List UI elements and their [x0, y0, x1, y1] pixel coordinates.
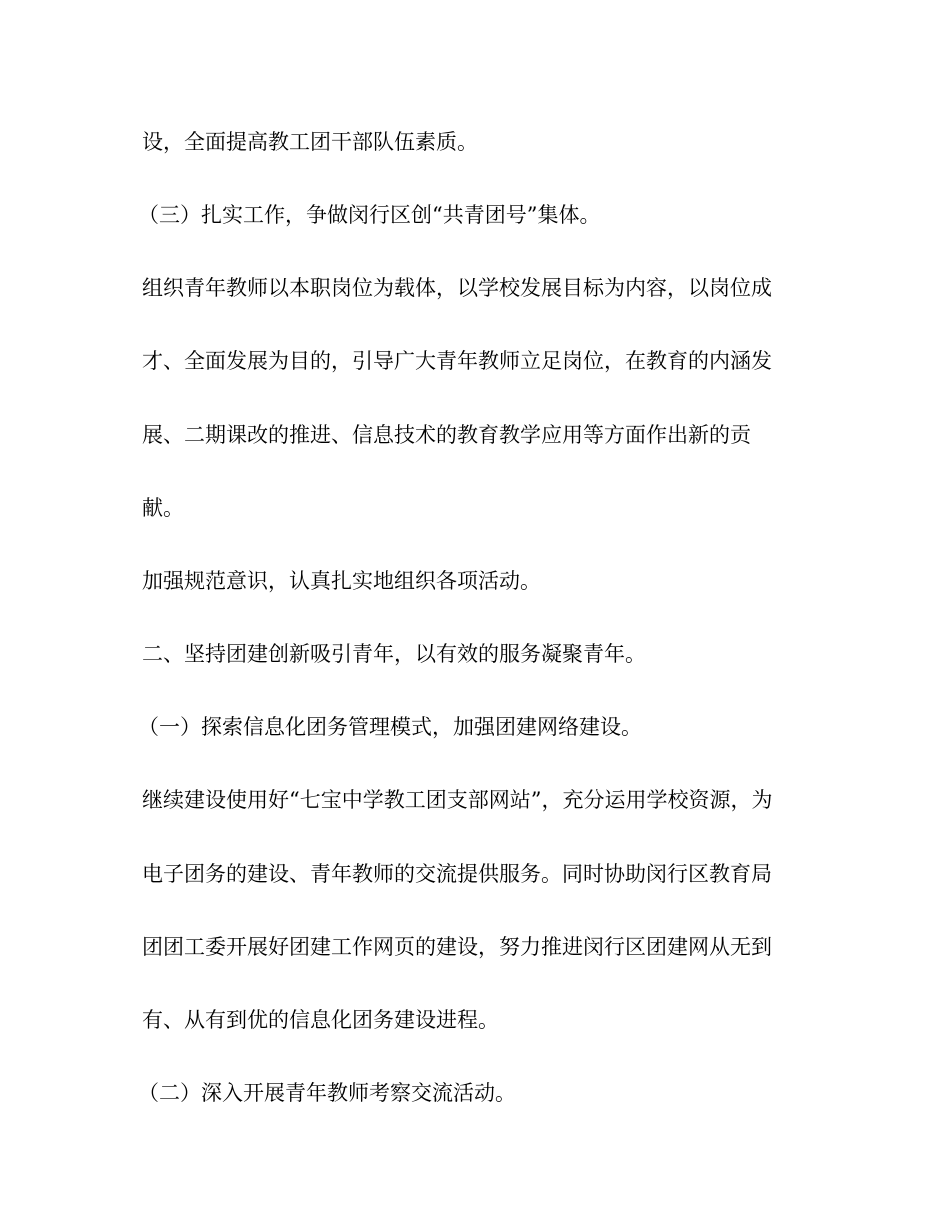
text-line: 继续建设使用好“七宝中学教工团支部网站”，充分运用学校资源，为 [142, 788, 773, 812]
text-line: 献。 [142, 496, 184, 520]
text-line: 团团工委开展好团建工作网页的建设，努力推进闵行区团建网从无到 [142, 935, 772, 959]
section-heading: （二）深入开展青年教师考察交流活动。 [138, 1081, 516, 1105]
text-line: 设，全面提高教工团干部队伍素质。 [142, 130, 478, 154]
section-heading: （一）探索信息化团务管理模式，加强团建网络建设。 [138, 715, 642, 739]
section-heading: （三）扎实工作，争做闵行区创“共青团号”集体。 [138, 203, 601, 227]
text-line: 展、二期课改的推进、信息技术的教育教学应用等方面作出新的贡 [142, 423, 751, 447]
text-line: 加强规范意识，认真扎实地组织各项活动。 [142, 569, 541, 593]
text-line: 才、全面发展为目的，引导广大青年教师立足岗位，在教育的内涵发 [142, 349, 772, 373]
text-line: 组织青年教师以本职岗位为载体，以学校发展目标为内容，以岗位成 [142, 276, 772, 300]
section-heading: 二、坚持团建创新吸引青年，以有效的服务凝聚青年。 [142, 642, 646, 666]
text-line: 电子团务的建设、青年教师的交流提供服务。同时协助闵行区教育局 [142, 862, 772, 886]
text-line: 有、从有到优的信息化团务建设进程。 [142, 1008, 499, 1032]
